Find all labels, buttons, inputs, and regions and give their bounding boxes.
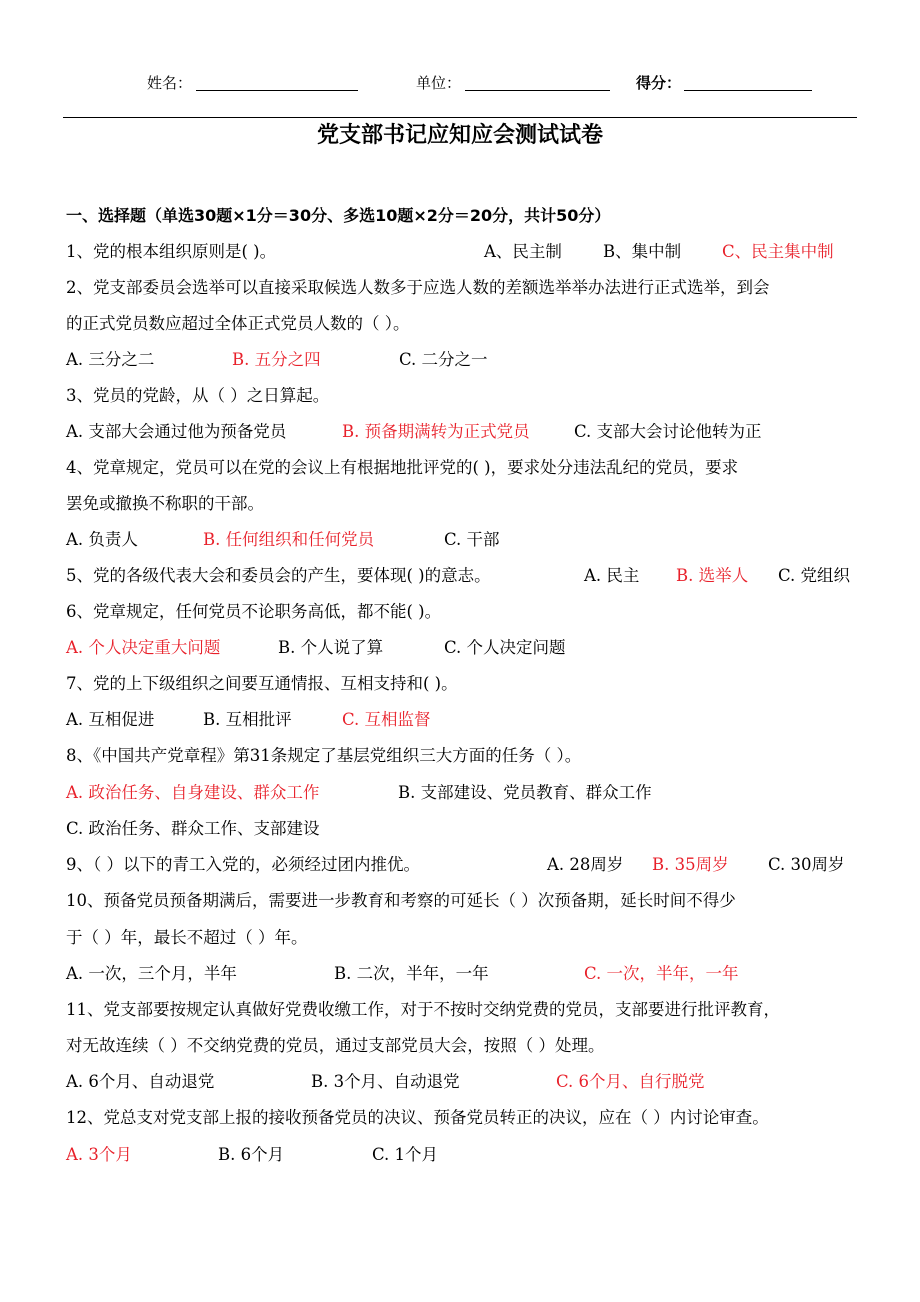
score-label: 得分： [636,74,682,92]
question-11-line-1: 11、党支部要按规定认真做好党费收缴工作，对于不按时交纳党费的党员，支部要进行批评教育， [66,1000,780,1019]
question-7: 7、党的上下级组织之间要互通情报、互相支持和( )。 [66,674,458,693]
unit-blank[interactable] [465,90,610,91]
question-1-option-b: B、集中制 [603,242,682,261]
question-7-option-a: A. 互相促进 [66,710,155,729]
question-10-option-c-answer: C. 一次，半年，一年 [584,964,739,983]
question-2-line-2: 的正式党员数应超过全体正式党员人数的（ ）。 [66,314,410,333]
question-7-option-b: B. 互相批评 [203,710,292,729]
question-1-text: 1、党的根本组织原则是( )。 [66,242,277,261]
question-12-option-b: B. 6个月 [218,1145,285,1164]
question-2-line-1: 2、党支部委员会选举可以直接采取候选人数多于应选人数的差额选举举办法进行正式选举，到会 [66,278,770,297]
score-blank[interactable] [684,90,812,91]
question-1-option-a: A、民主制 [484,242,562,261]
question-9-option-c: C. 30周岁 [768,855,845,874]
question-9-text: 9、（ ）以下的青工入党的，必须经过团内推优。 [66,855,420,874]
question-11-line-2: 对无故连续（ ）不交纳党费的党员，通过支部党员大会，按照（ ）处理。 [66,1036,605,1055]
section-heading: 一、选择题（单选30题×1分＝30分、多选10题×2分＝20分，共计50分） [66,206,611,225]
question-8-option-b: B. 支部建设、党员教育、群众工作 [398,783,652,802]
question-10-line-2: 于（ ）年，最长不超过（ ）年。 [66,928,308,947]
question-12: 12、党总支对党支部上报的接收预备党员的决议、预备党员转正的决议，应在（ ）内讨论审查。 [66,1108,769,1127]
question-11-option-c-answer: C. 6个月、自行脱党 [556,1072,705,1091]
question-9-option-b-answer: B. 35周岁 [652,855,729,874]
question-6-option-c: C. 个人决定问题 [444,638,566,657]
exam-header [0,68,920,96]
question-6: 6、党章规定，任何党员不论职务高低，都不能( )。 [66,602,442,621]
question-10-option-a: A. 一次，三个月，半年 [66,964,237,983]
question-10-option-b: B. 二次，半年，一年 [334,964,489,983]
question-7-option-c-answer: C. 互相监督 [342,710,431,729]
question-2-option-b-answer: B. 五分之四 [232,350,321,369]
unit-label: 单位： [416,74,462,92]
question-5-option-b-answer: B. 选举人 [676,566,749,585]
question-6-option-b: B. 个人说了算 [278,638,384,657]
question-3-option-c: C. 支部大会讨论他转为正 [574,422,762,441]
question-12-option-c: C. 1个月 [372,1145,439,1164]
question-9-option-a: A. 28周岁 [547,855,624,874]
question-5 [66,563,866,589]
question-2-option-c: C. 二分之一 [399,350,488,369]
question-5-option-a: A. 民主 [584,566,640,585]
question-4-option-b-answer: B. 任何组织和任何党员 [203,530,375,549]
name-blank[interactable] [196,90,358,91]
question-10-line-1: 10、预备党员预备期满后，需要进一步教育和考察的可延长（ ）次预备期，延长时间不得少 [66,891,736,910]
question-4-option-a: A. 负责人 [66,530,138,549]
question-1 [66,239,866,265]
question-6-option-a-answer: A. 个人决定重大问题 [66,638,221,657]
question-9 [66,852,866,878]
question-4-line-1: 4、党章规定，党员可以在党的会议上有根据地批评党的( )，要求处分违法乱纪的党员，要求 [66,458,739,477]
question-11-option-b: B. 3个月、自动退党 [311,1072,460,1091]
question-8-option-a-answer: A. 政治任务、自身建设、群众工作 [66,783,320,802]
question-8-option-c: C. 政治任务、群众工作、支部建设 [66,819,320,838]
question-1-option-c-answer: C、民主集中制 [722,242,834,261]
question-3-option-b-answer: B. 预备期满转为正式党员 [342,422,530,441]
question-8: 8、《中国共产党章程》第31条规定了基层党组织三大方面的任务（ ）。 [66,746,582,765]
question-4-line-2: 罢免或撤换不称职的干部。 [66,494,264,513]
question-4-option-c: C. 干部 [444,530,500,549]
header-divider [63,117,857,118]
question-11-option-a: A. 6个月、自动退党 [66,1072,215,1091]
question-5-option-c: C. 党组织 [778,566,851,585]
question-12-option-a-answer: A. 3个月 [66,1145,132,1164]
question-3: 3、党员的党龄，从（ ）之日算起。 [66,386,330,405]
question-2-option-a: A. 三分之二 [66,350,155,369]
page-title: 党支部书记应知应会测试试卷 [316,123,603,148]
question-3-option-a: A. 支部大会通过他为预备党员 [66,422,287,441]
question-5-text: 5、党的各级代表大会和委员会的产生，要体现( )的意志。 [66,566,491,585]
name-label: 姓名： [147,74,193,92]
